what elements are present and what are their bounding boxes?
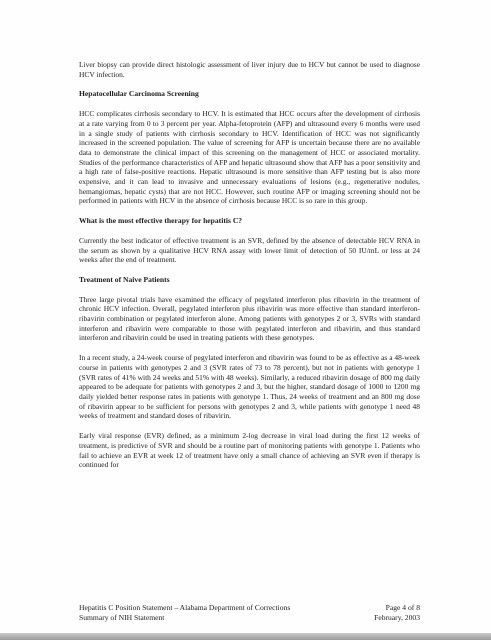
scan-edge-bar (0, 633, 491, 640)
footer-subtitle: Summary of NIH Statement (79, 612, 165, 622)
page-number: Page 4 of 8 (385, 603, 420, 612)
naive-patients-paragraph-1: Three large pivotal trials have examined the efficacy of pegylated interferon plus ribavirin in the treatment of chronic HCV infection. Overall, pegylated interferon plus ribavirin was more effective than standard interferon-ribavirin combination or pegylated interferon alone. Among patients with genotypes 2 or 3, SVRs with standard interferon and ribavirin were comparable to those with pegylated interferon and ribavirin, and thus standard interferon and ribavirin could be used in treating patients with these genotypes. (79, 294, 420, 343)
footer-title: Hepatitis C Position Statement – Alabama Department of Corrections (79, 603, 291, 612)
hcc-screening-heading: Hepatocellular Carcinoma Screening (79, 89, 199, 99)
hcc-screening-paragraph: HCC complicates cirrhosis secondary to HCV. It is estimated that HCC occurs after the development of cirrhosis at a rate varying from 0 to 3 percent per year. Alpha-fetoprotein (AFP) and ultrasound every 6 months were used in a single study of patients with cirrhosis secondary to HCV. Identification of HCC was not significantly increased in the screened population. The value of screening for AFP is uncertain because there are no available data to demonstrate the clinical impact of this screening on the management of HCC or associated mortality. Studies of the performance characteristics of AFP and hepatic ultrasound show that AFP has a poor sensitivity and a high rate of false-positive reactions. Hepatic ultrasound is more sensitive than AFP testing but is also more expensive, and it can lead to invasive and unnecessary evaluations of lesions (e.g., regenerative nodules, hemangiomas, hepatic cysts) that are not HCC. However, such routine AFP or imaging screening should not be performed in patients with HCV in the absence of cirrhosis because HCC is so rare in this group. (79, 109, 420, 206)
page-footer (79, 603, 420, 623)
effective-therapy-paragraph: Currently the best indicator of effective treatment is an SVR, defined by the absence of detectable HCV RNA in the serum as shown by a qualitative HCV RNA assay with lower limit of detection of 50 IU/mL or less at 24 weeks after the end of treatment. (79, 235, 420, 265)
document-body (79, 60, 420, 480)
effective-therapy-heading: What is the most effective therapy for hepatitis C? (79, 216, 243, 226)
footer-left (79, 603, 290, 623)
evr-paragraph: Early viral response (EVR) defined, as a minimum 2-log decrease in viral load during the first 12 weeks of treatment, is predictive of SVR and should be a routine part of monitoring patients with genotype 1. Patients who fail to achieve an EVR at week 12 of treatment have only a small chance of achieving an SVR even if therapy is continued for (79, 431, 420, 470)
footer-date: February, 2003 (374, 612, 420, 622)
footer-right (374, 603, 420, 623)
intro-paragraph: Liver biopsy can provide direct histologic assessment of liver injury due to HCV but cannot be used to diagnose HCV infection. (79, 60, 420, 79)
naive-patients-paragraph-2: In a recent study, a 24-week course of pegylated interferon and ribavirin was found to be as effective as a 48-week course in patients with genotypes 2 and 3 (SVR rates of 73 to 78 percent), but not in patients with genotype 1 (SVR rates of 41% with 24 weeks and 51% with 48 weeks). Similarly, a reduced ribavirin dosage of 800 mg daily appeared to be adequate for patients with genotypes 2 and 3, but the higher, standard dosage of 1000 to 1200 mg daily yielded better response rates in patients with genotype 1. Thus, 24 weeks of treatment and an 800 mg dose of ribavirin appear to be sufficient for persons with genotypes 2 and 3, while patients with genotype 1 need 48 weeks of treatment and standard doses of ribavirin. (79, 353, 420, 421)
naive-patients-heading: Treatment of Naive Patients (79, 274, 170, 284)
